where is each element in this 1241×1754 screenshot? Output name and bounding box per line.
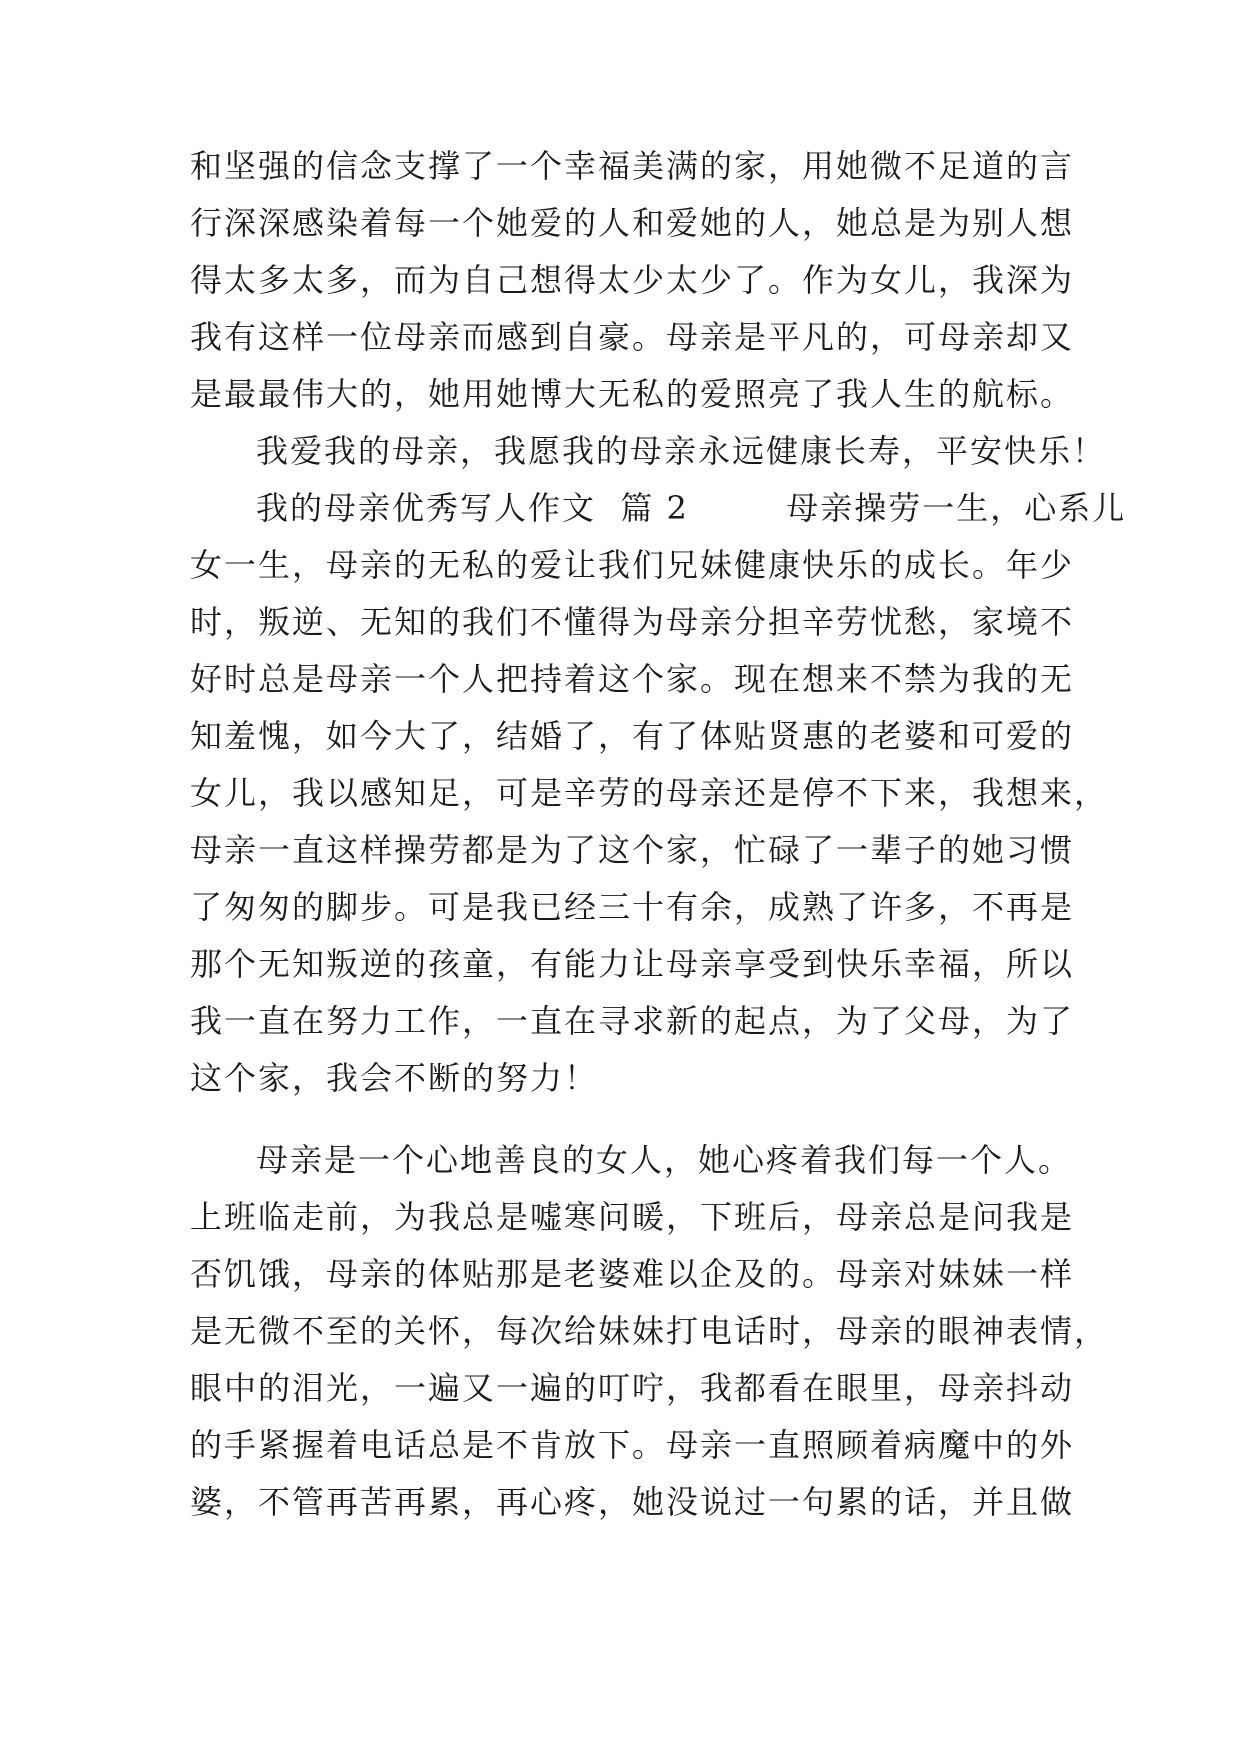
text-line: 上班临走前，为我总是嘘寒问暖，下班后，母亲总是问我是 xyxy=(190,1198,1075,1236)
text-line: 婆，不管再苦再累，再心疼，她没说过一句累的话，并且做 xyxy=(190,1483,1075,1521)
paragraph-first-line: 我爱我的母亲，我愿我的母亲永远健康长寿，平安快乐！ xyxy=(256,432,1107,470)
text-line: 女儿，我以感知足，可是辛劳的母亲还是停不下来，我想来， xyxy=(190,774,1109,812)
text-line: 是无微不至的关怀，每次给妹妹打电话时，母亲的眼神表情， xyxy=(190,1312,1109,1350)
text-line: 和坚强的信念支撑了一个幸福美满的家，用她微不足道的言 xyxy=(190,147,1075,185)
text-line: 母亲一直这样操劳都是为了这个家，忙碌了一辈子的她习惯 xyxy=(190,831,1075,869)
text-line: 我一直在努力工作，一直在寻求新的起点，为了父母，为了 xyxy=(190,1002,1075,1040)
text-line: 那个无知叛逆的孩童，有能力让母亲享受到快乐幸福，所以 xyxy=(190,945,1075,983)
text-line: 这个家，我会不断的努力！ xyxy=(190,1059,599,1097)
paragraph-first-line: 母亲是一个心地善良的女人，她心疼着我们每一个人。 xyxy=(256,1141,1073,1179)
text-line: 得太多太多，而为自己想得太少太少了。作为女儿，我深为 xyxy=(190,261,1075,299)
text-line: 好时总是母亲一个人把持着这个家。现在想来不禁为我的无 xyxy=(190,660,1075,698)
text-line: 否饥饿，母亲的体贴那是老婆难以企及的。母亲对妹妹一样 xyxy=(190,1255,1075,1293)
text-line: 了匆匆的脚步。可是我已经三十有余，成熟了许多，不再是 xyxy=(190,888,1075,926)
section-heading-line: 我的母亲优秀写人作文 篇 2 母亲操劳一生，心系儿 xyxy=(256,489,1127,527)
text-line: 的手紧握着电话总是不肯放下。母亲一直照顾着病魔中的外 xyxy=(190,1426,1075,1464)
text-line: 时，叛逆、无知的我们不懂得为母亲分担辛劳忧愁，家境不 xyxy=(190,603,1075,641)
text-line: 行深深感染着每一个她爱的人和爱她的人，她总是为别人想 xyxy=(190,204,1075,242)
text-line: 女一生，母亲的无私的爱让我们兄妹健康快乐的成长。年少 xyxy=(190,546,1075,584)
text-line: 是最最伟大的，她用她博大无私的爱照亮了我人生的航标。 xyxy=(190,375,1075,413)
text-line: 知羞愧，如今大了，结婚了，有了体贴贤惠的老婆和可爱的 xyxy=(190,717,1075,755)
text-line: 我有这样一位母亲而感到自豪。母亲是平凡的，可母亲却又 xyxy=(190,318,1075,356)
text-line: 眼中的泪光，一遍又一遍的叮咛，我都看在眼里，母亲抖动 xyxy=(190,1369,1075,1407)
